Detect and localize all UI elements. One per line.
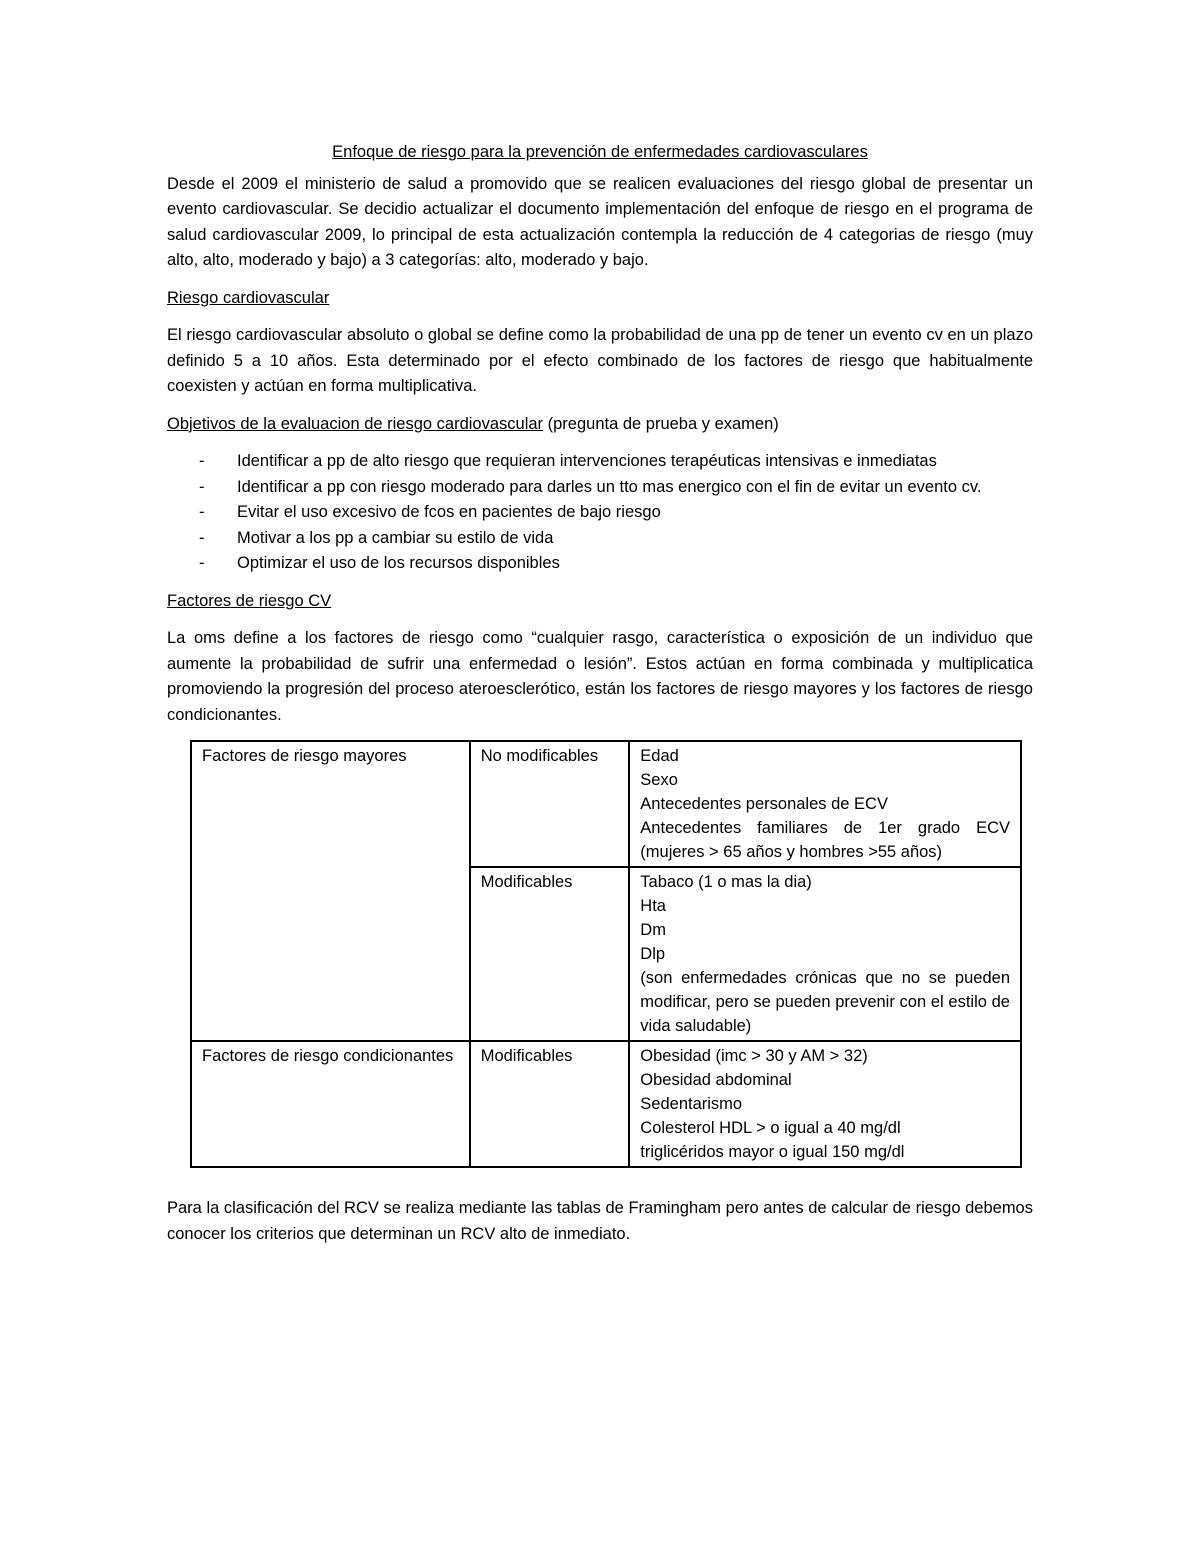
factor-item: Dm [640,921,666,939]
risk-factors-table [190,740,1022,1168]
factor-item: (mujeres > 65 años y hombres >55 años) [640,843,943,861]
section-heading-objetivos-suffix: (pregunta de prueba y examen) [543,414,779,433]
table-cell-type: Modificables [470,867,630,1041]
objectives-list [167,449,1033,577]
table-row [191,1041,1021,1167]
section-heading-objetivos [167,412,1033,438]
dash-bullet: - [199,452,205,470]
table-cell-type: No modificables [470,741,630,867]
dash-bullet: - [199,554,205,572]
list-item-text: Identificar a pp con riesgo moderado para darles un tto mas energico con el fin de evitar un evento cv. [237,477,982,496]
factor-item: Tabaco (1 o mas la dia) [640,873,812,891]
table-cell-type: Modificables [470,1041,630,1167]
list-item [167,526,1033,552]
factor-item: Colesterol HDL > o igual a 40 mg/dl [640,1119,901,1137]
list-item-text: Optimizar el uso de los recursos disponibles [237,554,560,572]
table-cell-factors [629,741,1021,867]
list-item-text: Identificar a pp de alto riesgo que requieran intervenciones terapéuticas intensivas e inmediatas [237,452,937,470]
factor-item: Obesidad abdominal [640,1071,792,1089]
table-cell-factors [629,1041,1021,1167]
list-item [167,475,1033,501]
factor-item: triglicéridos mayor o igual 150 mg/dl [640,1143,905,1161]
section-heading-riesgo-cardiovascular: Riesgo cardiovascular [167,288,330,307]
factor-item: Antecedentes familiares de 1er grado ECV [640,819,1010,837]
document-title: Enfoque de riesgo para la prevención de enfermedades cardiovasculares [332,143,868,161]
factor-item: Antecedentes personales de ECV [640,795,888,813]
factor-item: (son enfermedades crónicas que no se pueden modificar, pero se pueden prevenir con el estilo de vida saludable) [640,969,1010,1035]
dash-bullet: - [199,528,205,547]
section-heading-factores: Factores de riesgo CV [167,591,332,610]
factor-item: Dlp [640,945,666,963]
closing-paragraph: Para la clasificación del RCV se realiza mediante las tablas de Framingham pero antes de calcular de riesgo debemos conocer los criterios que determinan un RCV alto de inmediato. [167,1199,1033,1243]
factor-item: Obesidad (imc > 30 y AM > 32) [640,1047,868,1065]
table-row [191,741,1021,867]
factor-item: Sedentarismo [640,1095,743,1113]
list-item [167,500,1033,526]
factor-item: Sexo [640,771,678,789]
list-item [167,551,1033,577]
table-cell-category: Factores de riesgo mayores [191,741,470,1041]
section-body-factores: La oms define a los factores de riesgo como “cualquier rasgo, característica o exposición de un individuo que aumente la probabilidad de sufrir una enfermedad o lesión”. Estos actúan en forma combinada y multiplicatica promoviendo la progresión del proceso ateroesclerótico, están los factores de riesgo mayores y los factores de riesgo condicionantes. [167,629,1033,724]
section-body-riesgo-cardiovascular: El riesgo cardiovascular absoluto o global se define como la probabilidad de una pp de tener un evento cv en un plazo definido 5 a 10 años. Esta determinado por el efecto combinado de los factores de riesgo que habitualmente coexisten y actúan en forma multiplicativa. [167,326,1033,395]
factor-item: Hta [640,897,666,915]
list-item [167,449,1033,475]
factor-item: Edad [640,747,679,765]
list-item-text: Motivar a los pp a cambiar su estilo de vida [237,528,554,547]
table-cell-category: Factores de riesgo condicionantes [191,1041,470,1167]
dash-bullet: - [199,503,205,521]
section-heading-objetivos-text: Objetivos de la evaluacion de riesgo cardiovascular [167,414,544,433]
intro-paragraph: Desde el 2009 el ministerio de salud a promovido que se realicen evaluaciones del riesgo global de presentar un evento cardiovascular. Se decidio actualizar el documento implementación del enfoque de riesgo en el programa de salud cardiovascular 2009, lo principal de esta actualización contempla la reducción de 4 categorias de riesgo (muy alto, alto, moderado y bajo) a 3 categorías: alto, moderado y bajo. [167,174,1033,269]
list-item-text: Evitar el uso excesivo de fcos en pacientes de bajo riesgo [237,503,661,521]
document-page [167,140,1033,1259]
table-cell-factors [629,867,1021,1041]
dash-bullet: - [199,477,205,496]
